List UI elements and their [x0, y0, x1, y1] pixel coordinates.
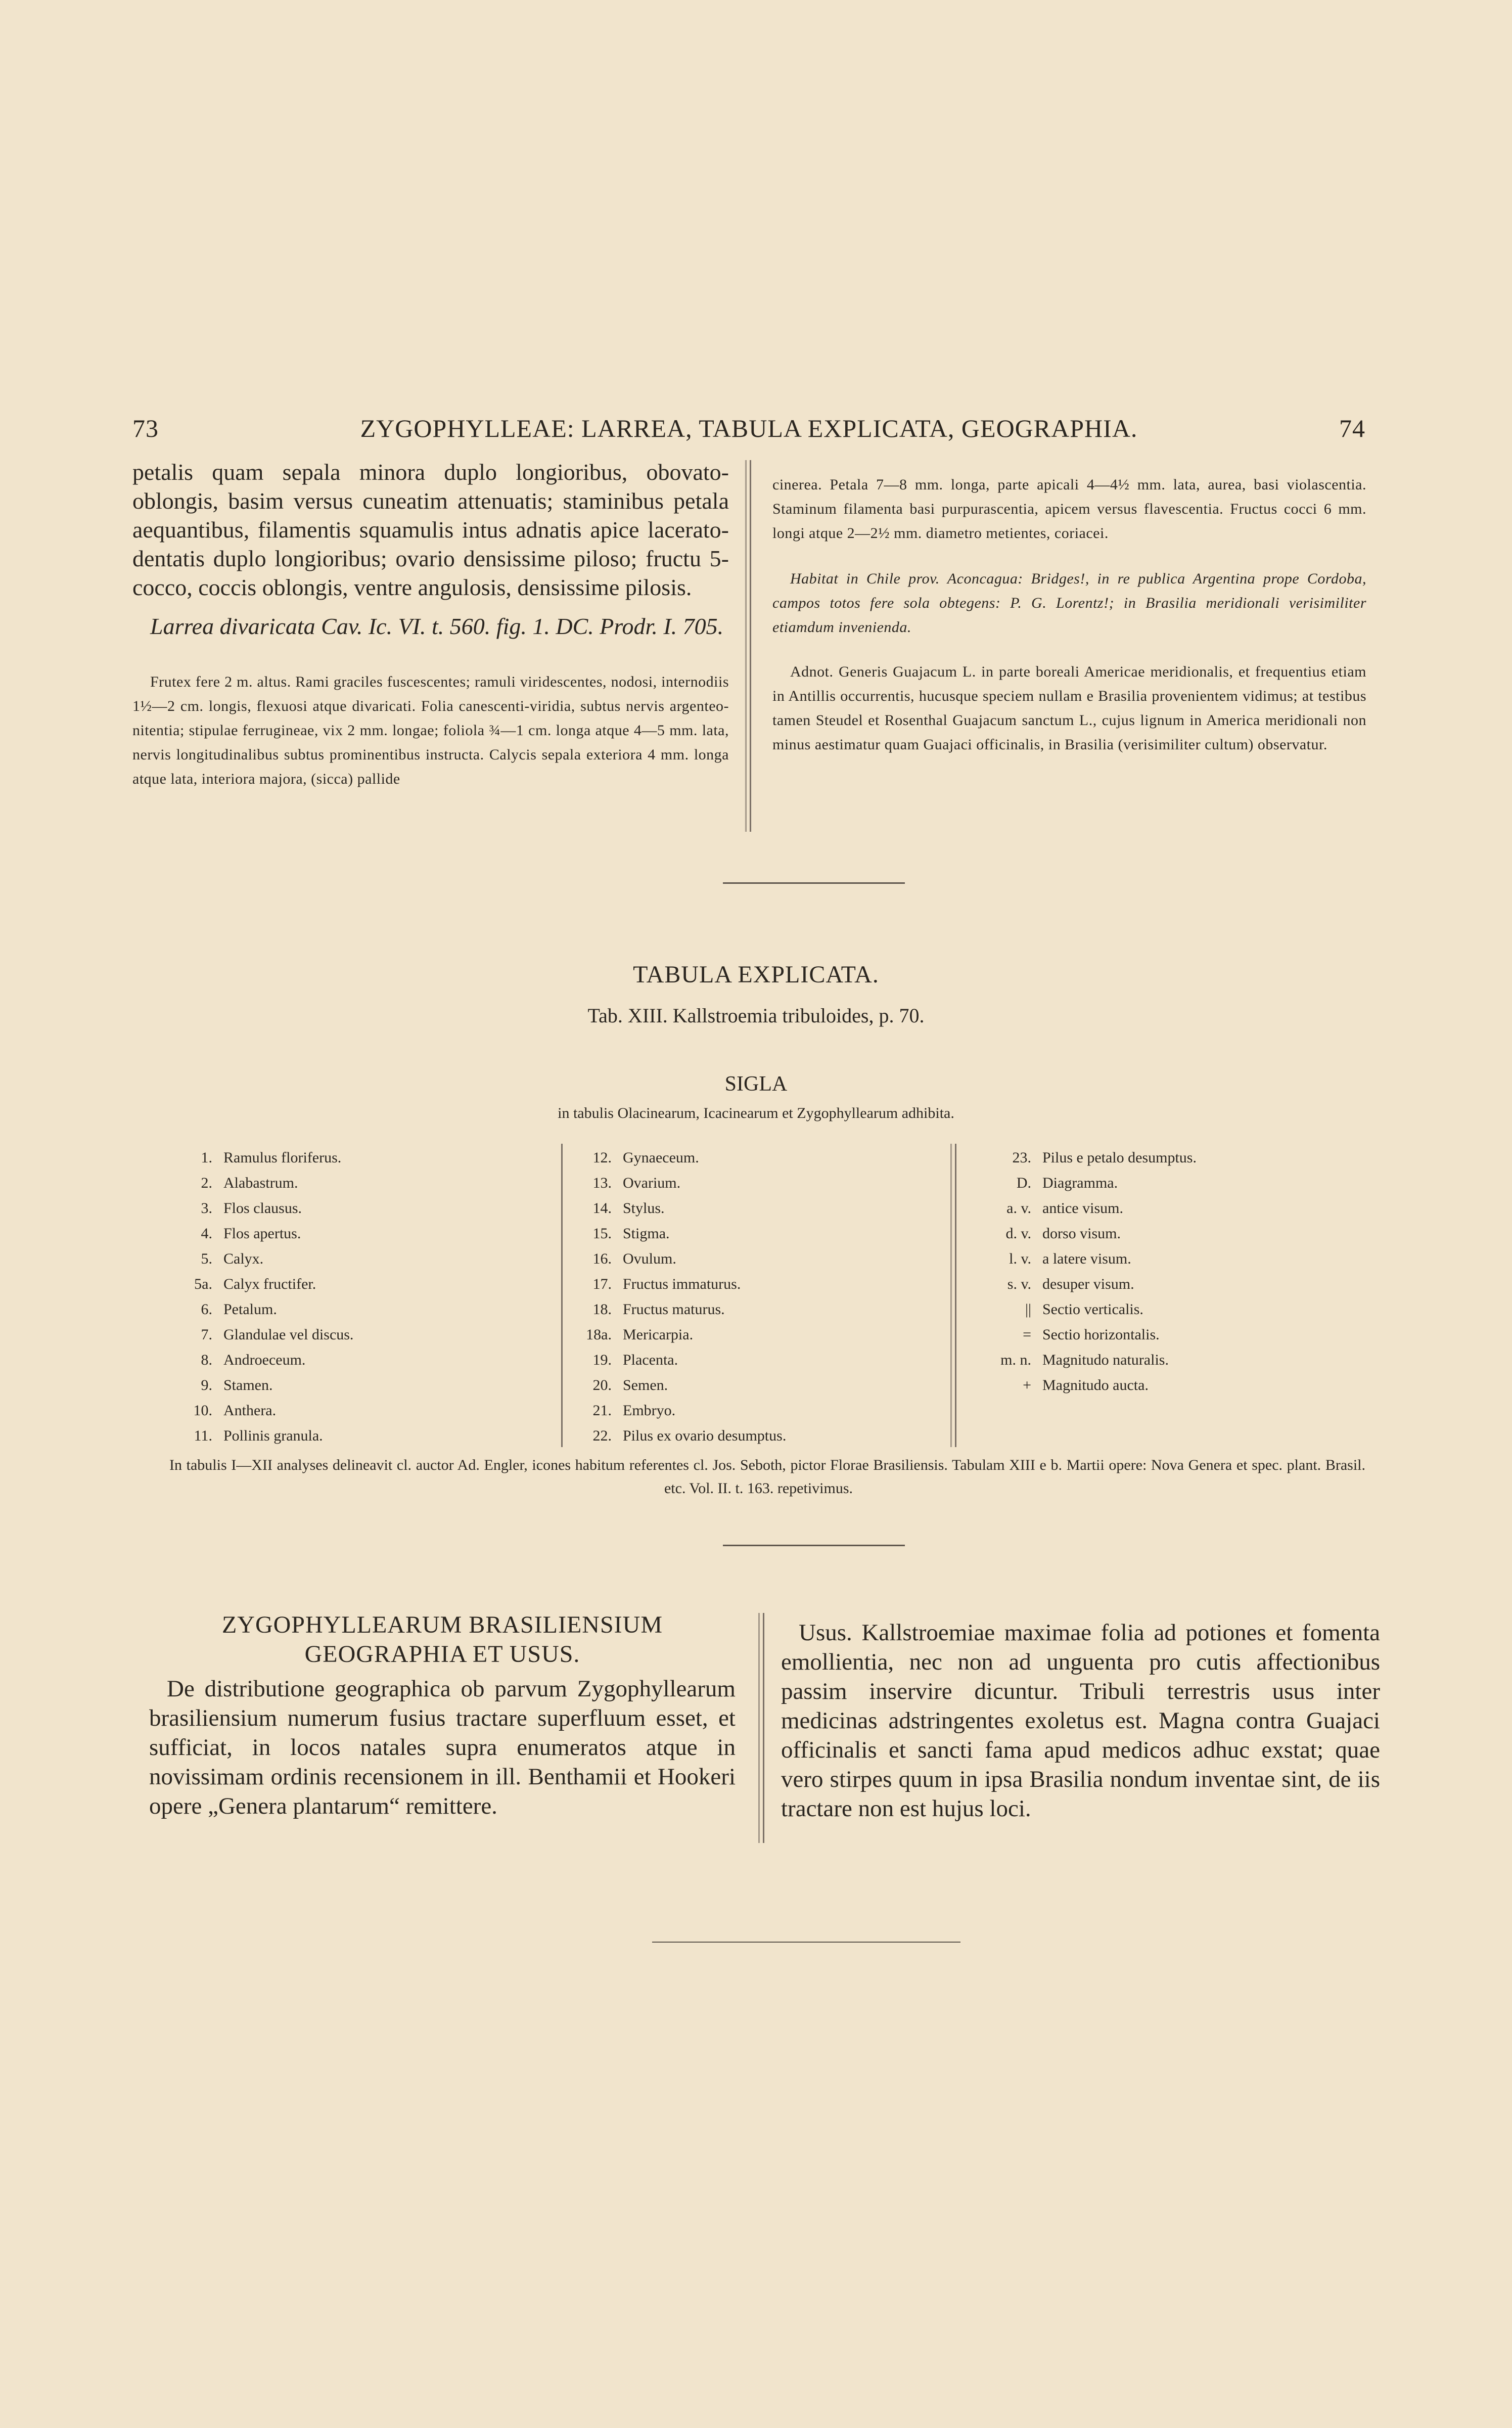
sigla-row	[925, 1171, 1197, 1196]
sigla-meaning: Sectio verticalis.	[1042, 1301, 1143, 1318]
sigla-row	[925, 1221, 1197, 1246]
sigla-row	[162, 1221, 353, 1246]
sigla-row	[561, 1221, 786, 1246]
section-separator-2	[723, 1545, 905, 1546]
sigla-row	[162, 1373, 353, 1398]
sigla-meaning: Pollinis granula.	[223, 1427, 323, 1444]
tabula-subtitle: Tab. XIII. Kallstroemia tribuloides, p. 70.	[587, 1004, 925, 1027]
sigla-meaning: a latere visum.	[1042, 1250, 1131, 1267]
sigla-row	[162, 1272, 353, 1297]
sigla-meaning: Diagramma.	[1042, 1175, 1118, 1191]
sigla-row	[925, 1145, 1197, 1171]
sigla-meaning: Flos apertus.	[223, 1225, 301, 1242]
sigla-meaning: Flos clausus.	[223, 1200, 302, 1217]
sigla-row	[925, 1246, 1197, 1272]
sigla-row	[162, 1246, 353, 1272]
tabula-note-text: In tabulis I—XII analyses delineavit cl. auctor Ad. Engler, icones habitum referentes cl. Jos. Seboth, pictor Florae Brasiliensis. Tabulam XIII e b. Martii opere: Nova Genera et spec. plant. Brasil. etc. Vol. II. t. 163. repetivimus.	[169, 1457, 1365, 1497]
sigla-key: 7.	[201, 1326, 212, 1343]
sigla-key: a. v.	[1006, 1200, 1031, 1217]
sigla-meaning: Embryo.	[623, 1402, 676, 1419]
sigla-meaning: Stigma.	[623, 1225, 670, 1242]
sigla-row	[162, 1145, 353, 1171]
usus-text: Usus. Kallstroemiae maximae folia ad potiones et fomenta emollientia, nec non ad unguenta pro cutis affectionibus passim inservire dicuntur. Tribuli terrestris usus inter medicinas adstringentes exoletus est. Magna contra Guajaci officinalis et sancti fama apud medicos adhuc exstat; quae vero stirpes quum in ipsa Brasilia nondum inventae sint, de iis tractare non est hujus loci.	[781, 1620, 1380, 1822]
sigla-key: 2.	[201, 1175, 212, 1191]
sigla-key: 22.	[592, 1427, 612, 1444]
page-number-right: 74	[1339, 414, 1365, 442]
sigla-row	[561, 1347, 786, 1373]
sigla-key: 23.	[1012, 1149, 1031, 1166]
sigla-meaning: Mericarpia.	[623, 1326, 694, 1343]
sigla-row	[925, 1196, 1197, 1221]
sigla-key: 17.	[592, 1276, 612, 1292]
sigla-key: D.	[1016, 1175, 1031, 1191]
adnotatio-paragraph: Adnot. Generis Guajacum L. in parte boreali Americae meridionalis, et frequentius etiam in Antillis occurrentis, hucusque speciem nullam e Brasilia provenientem vidimus; at testibus tamen Steudel et Rosenthal Guajacum sanctum L., cujus lignum in America meridionali non minus aestimatur quam Guajaci officinalis, in Brasilia (verisimiliter cultum) observatur.	[772, 663, 1366, 753]
sigla-row	[561, 1272, 786, 1297]
sigla-meaning: Calyx fructifer.	[223, 1276, 316, 1292]
sigla-row	[925, 1373, 1197, 1398]
sigla-key: ||	[1025, 1301, 1031, 1318]
sigla-key: s. v.	[1007, 1276, 1031, 1292]
sigla-row	[162, 1423, 353, 1449]
sigla-row	[561, 1297, 786, 1322]
section-separator	[723, 882, 905, 884]
sigla-key: 5.	[201, 1250, 212, 1267]
sigla-key: l. v.	[1009, 1250, 1031, 1267]
sigla-row	[162, 1347, 353, 1373]
running-header	[132, 414, 1365, 449]
left-column	[132, 458, 729, 791]
sigla-row	[162, 1297, 353, 1322]
usus-column	[781, 1618, 1380, 1823]
page-number-left: 73	[132, 414, 159, 442]
sigla-meaning: Glandulae vel discus.	[223, 1326, 354, 1343]
sigla-key: 15.	[592, 1225, 612, 1242]
sigla-key: 19.	[592, 1352, 612, 1368]
sigla-column-1	[162, 1145, 353, 1449]
sigla-key: 12.	[592, 1149, 612, 1166]
sigla-row	[561, 1322, 786, 1347]
running-title: ZYGOPHYLLEAE: LARREA, TABULA EXPLICATA, GEOGRAPHIA.	[360, 414, 1138, 442]
sigla-row	[561, 1196, 786, 1221]
sigla-row	[561, 1373, 786, 1398]
sigla-meaning: Fructus immaturus.	[623, 1276, 741, 1292]
sigla-meaning: Pilus ex ovario desumptus.	[623, 1427, 787, 1444]
sigla-meaning: Semen.	[623, 1377, 668, 1393]
sigla-key: 18.	[592, 1301, 612, 1318]
sigla-column-3	[925, 1145, 1197, 1398]
sigla-meaning: Pilus e petalo desumptus.	[1042, 1149, 1197, 1166]
sigla-meaning: Ovarium.	[623, 1175, 681, 1191]
sigla-title: SIGLA	[724, 1072, 788, 1096]
right-column	[772, 473, 1366, 757]
sigla-meaning: Stamen.	[223, 1377, 273, 1393]
sigla-key: +	[1023, 1377, 1031, 1393]
sigla-key: 4.	[201, 1225, 212, 1242]
column-divider	[745, 460, 751, 832]
sigla-key: m. n.	[1000, 1352, 1031, 1368]
sigla-key: 20.	[592, 1377, 612, 1393]
sigla-row	[925, 1297, 1197, 1322]
sigla-meaning: Stylus.	[623, 1200, 665, 1217]
sigla-key: 10.	[193, 1402, 212, 1419]
sigla-meaning: desuper visum.	[1042, 1276, 1134, 1292]
sigla-meaning: Magnitudo naturalis.	[1042, 1352, 1169, 1368]
larrea-description-continued: petalis quam sepala minora duplo longioribus, obovato-oblongis, basim versus cuneatim attenuatis; staminibus petala aequantibus, filamentis squamulis intus adnatis apice lacerato-dentatis duplo longioribus; ovario densissime piloso; fructu 5-cocco, coccis oblongis, ventre angulosis, densissime pilosis.	[132, 459, 729, 600]
sigla-meaning: Alabastrum.	[223, 1175, 298, 1191]
sigla-meaning: antice visum.	[1042, 1200, 1123, 1217]
sigla-key: 5a.	[194, 1276, 212, 1292]
sigla-column-2	[561, 1145, 786, 1449]
sigla-subtitle: in tabulis Olacinearum, Icacinearum et Zygophyllearum adhibita.	[558, 1105, 954, 1121]
sigla-meaning: Fructus maturus.	[623, 1301, 725, 1318]
sigla-key: 21.	[592, 1402, 612, 1419]
species-heading: Larrea divaricata Cav. Ic. VI. t. 560. fig. 1. DC. Prodr. I. 705.	[150, 613, 724, 639]
sigla-meaning: Petalum.	[223, 1301, 277, 1318]
sigla-key: 13.	[592, 1175, 612, 1191]
sigla-key: 16.	[592, 1250, 612, 1267]
sigla-meaning: dorso visum.	[1042, 1225, 1121, 1242]
sigla-key: 6.	[201, 1301, 212, 1318]
sigla-meaning: Gynaeceum.	[623, 1149, 699, 1166]
sigla-meaning: Placenta.	[623, 1352, 678, 1368]
sigla-row	[561, 1171, 786, 1196]
sigla-row	[162, 1398, 353, 1423]
sigla-row	[162, 1171, 353, 1196]
habitat-paragraph: Habitat in Chile prov. Aconcagua: Bridges!, in re publica Argentina prope Cordoba, campos totos fere sola obtegens: P. G. Lorentz!; in Brasilia meridionali verisimiliter etiamdum invenienda.	[772, 570, 1366, 636]
sigla-key: 14.	[592, 1200, 612, 1217]
sigla-key: 3.	[201, 1200, 212, 1217]
sigla-key: 8.	[201, 1352, 212, 1368]
sigla-row	[561, 1246, 786, 1272]
sigla-row	[925, 1347, 1197, 1373]
tabula-title: TABULA EXPLICATA.	[633, 961, 879, 988]
sigla-key: 11.	[194, 1427, 212, 1444]
larrea-description-end: cinerea. Petala 7—8 mm. longa, parte apicali 4—4½ mm. lata, aurea, basi violascentia. Staminum filamenta basi purpurascentia, apicem versus flavescentia. Fructus cocci 6 mm. longi atque 2—2½ mm. diametro metientes, coriacei.	[772, 476, 1366, 542]
sigla-key: 18a.	[586, 1326, 612, 1343]
lower-column-divider	[758, 1613, 764, 1843]
sigla-meaning: Calyx.	[223, 1250, 264, 1267]
sigla-row	[561, 1145, 786, 1171]
geographia-title: ZYGOPHYLLEARUM BRASILIENSIUM GEOGRAPHIA ET USUS.	[221, 1611, 663, 1668]
tabula-note	[152, 1454, 1365, 1500]
sigla-meaning: Magnitudo aucta.	[1042, 1377, 1149, 1393]
sigla-key: 9.	[201, 1377, 212, 1393]
geographia-column	[149, 1610, 736, 1821]
sigla-meaning: Ovulum.	[623, 1250, 676, 1267]
sigla-row	[561, 1423, 786, 1449]
sigla-key: d. v.	[1005, 1225, 1031, 1242]
sigla-row	[162, 1196, 353, 1221]
sigla-meaning: Sectio horizontalis.	[1042, 1326, 1160, 1343]
sigla-meaning: Anthera.	[223, 1402, 277, 1419]
sigla-key: =	[1023, 1326, 1031, 1343]
sigla-row	[561, 1398, 786, 1423]
sigla-key: 1.	[201, 1149, 212, 1166]
geographia-text: De distributione geographica ob parvum Zygophyllearum brasiliensium numerum fusius tractare superfluum esset, et sufficiat, in locos natales supra enumeratos atque in novissimam ordinis recensionem in ill. Benthamii et Hookeri opere „Genera plantarum“ remittere.	[149, 1676, 736, 1819]
sigla-row	[162, 1322, 353, 1347]
larrea-description: Frutex fere 2 m. altus. Rami graciles fuscescentes; ramuli viridescentes, nodosi, internodiis 1½—2 cm. longis, flexuosi atque divaricati. Folia canescenti-viridia, subtus nervis argenteo-nitentia; stipulae ferrugineae, vix 2 mm. longae; foliola ¾—1 cm. longa atque 4—5 mm. lata, nervis longitudinalibus subtus prominentibus instructa. Calycis sepala exteriora 4 mm. longa atque lata, interiora majora, (sicca) pallide	[132, 673, 729, 787]
sigla-meaning: Androeceum.	[223, 1352, 306, 1368]
sigla-meaning: Ramulus floriferus.	[223, 1149, 342, 1166]
end-separator	[652, 1942, 960, 1943]
sigla-row	[925, 1272, 1197, 1297]
sigla-row	[925, 1322, 1197, 1347]
